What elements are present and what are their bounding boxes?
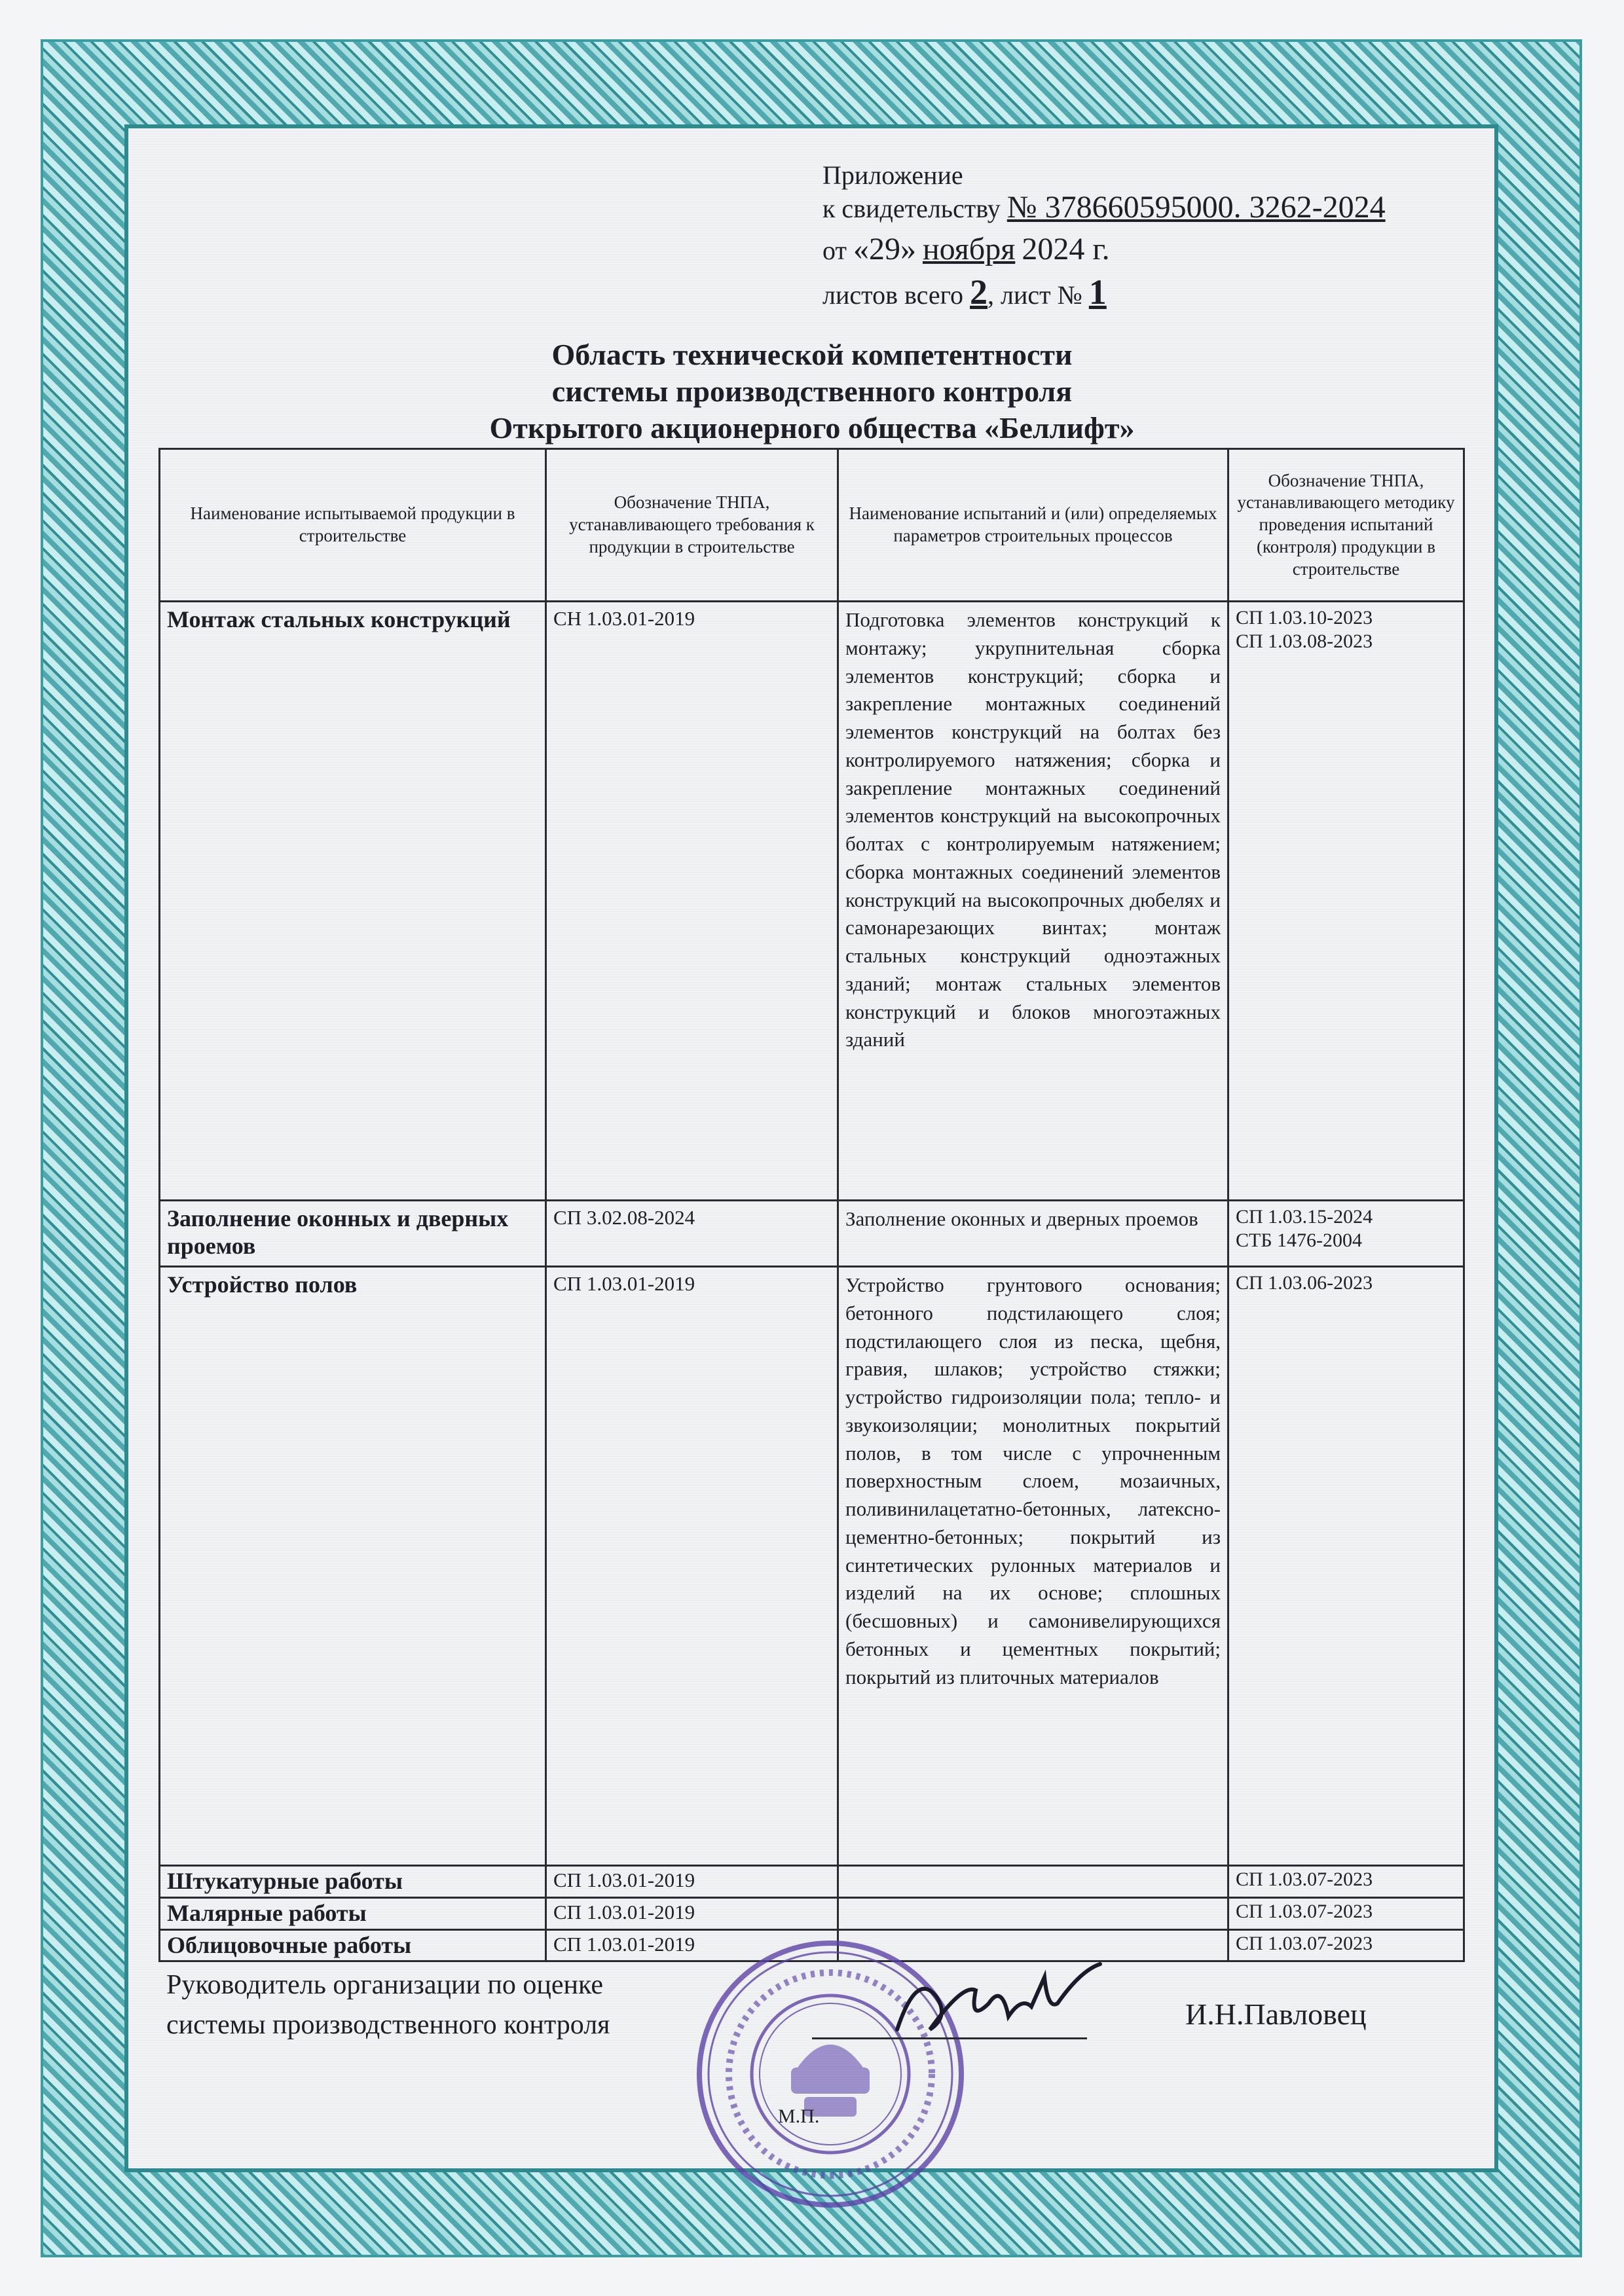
cell-tests: Устройство грунтового основания; бетонного подстилающего слоя; подстилающего слоя из песка, щебня, гравия, шлаков; устройство стяжки; устройство гидроизоляции пола; тепло- и звукоизоляции; монолитных покрытий полов, в том числе с упрочненным поверхностным слоем, мозаичных, поливинилацетатно-бетонных, латексно-цементно-бетонных; покрытий из синтетических рулонных материалов и изделий на их основе; сплошных (бесшовных) и самонивелирующихся бетонных и цементных покрытий; покрытий из плиточных материалов <box>838 1267 1228 1866</box>
signatory-line2: системы производственного контроля <box>166 2009 610 2040</box>
date-prefix: от <box>822 236 853 265</box>
cell-product: Облицовочные работы <box>160 1929 546 1961</box>
date-month: ноября <box>922 232 1016 266</box>
cell-tnpa-req: СП 1.03.01-2019 <box>546 1866 838 1898</box>
competence-table <box>158 448 1465 1962</box>
certificate-date <box>822 230 1110 268</box>
cell-product: Монтаж стальных конструкций <box>160 602 546 1201</box>
cell-tnpa-method <box>1228 1267 1464 1866</box>
header-tests: Наименование испытаний и (или) определяемых параметров строительных процессов <box>838 449 1228 602</box>
seal-place-label: М.П. <box>778 2105 820 2127</box>
method-ref: СП 1.03.06-2023 <box>1236 1272 1373 1294</box>
cell-tnpa-req: СП 1.03.01-2019 <box>546 1267 838 1866</box>
cell-tnpa-req: СН 1.03.01-2019 <box>546 602 838 1201</box>
cell-tnpa-req: СП 1.03.01-2019 <box>546 1929 838 1961</box>
cell-tnpa-method <box>1228 1201 1464 1267</box>
sheet-info <box>822 271 1107 314</box>
cell-tnpa-method: СП 1.03.07-2023 <box>1228 1897 1464 1929</box>
header-tnpa-requirements: Обозначение ТНПА, устанавливающего требования к продукции в строительстве <box>546 449 838 602</box>
method-ref: СП 1.03.15-2024 <box>1236 1206 1373 1228</box>
sheets-total: 2 <box>970 272 988 312</box>
signer-name: И.Н.Павловец <box>1185 1997 1367 2031</box>
table-row <box>160 602 1464 1201</box>
header-product: Наименование испытываемой продукции в строительстве <box>160 449 546 602</box>
document-title-line1: Область технической компетентности <box>551 338 1073 371</box>
document-title-line3: Открытого акционерного общества «Беллифт» <box>489 411 1135 445</box>
cell-tnpa-req: СП 1.03.01-2019 <box>546 1897 838 1929</box>
date-year: 2024 г. <box>1022 232 1110 266</box>
cell-tnpa-method: СП 1.03.07-2023 <box>1228 1929 1464 1961</box>
table-row <box>160 1201 1464 1267</box>
cell-tnpa-method <box>1228 602 1464 1201</box>
cell-product: Малярные работы <box>160 1897 546 1929</box>
cell-tnpa-req: СП 3.02.08-2024 <box>546 1201 838 1267</box>
appendix-label: Приложение <box>822 160 963 190</box>
sheet-number: 1 <box>1088 272 1107 312</box>
cell-tests: Подготовка элементов конструкций к монтажу; укрупнительная сборка элементов конструкций; сборка и закрепление монтажных соединений элементов конструкций на болтах без контролируемого натяжения; сборка и закрепление монтажных соединений элементов конструкций на высокопрочных болтах с контролируемым натяжением; сборка монтажных соединений элементов конструкций на высокопрочных дюбелях и самонарезающих винтах; монтаж стальных конструкций одноэтажных зданий; монтаж стальных элементов конструкций и блоков многоэтажных зданий <box>838 602 1228 1201</box>
signatory-position <box>166 1965 610 2045</box>
method-ref: СП 1.03.10-2023 <box>1236 607 1373 629</box>
method-ref: СП 1.03.08-2023 <box>1236 630 1373 652</box>
sheet-mid: , лист № <box>987 280 1089 310</box>
signature-icon <box>891 1958 1113 2049</box>
cell-product: Заполнение оконных и дверных проемов <box>160 1201 546 1267</box>
header-tnpa-method: Обозначение ТНПА, устанавливающего методику проведения испытаний (контроля) продукции в строительстве <box>1228 449 1464 602</box>
document-title-line2: системы производственного контроля <box>551 374 1073 408</box>
certificate-reference <box>822 189 1386 227</box>
cell-tests: Заполнение оконных и дверных проемов <box>838 1201 1228 1267</box>
certificate-number: № 378660595000. 3262-2024 <box>1006 190 1386 225</box>
method-ref: СТБ 1476-2004 <box>1236 1230 1363 1251</box>
table-row <box>160 1866 1464 1898</box>
date-day: «29» <box>853 232 916 266</box>
table-header-row <box>160 449 1464 602</box>
signatory-line1: Руководитель организации по оценке <box>166 1970 603 2000</box>
table-row <box>160 1897 1464 1929</box>
cell-tests <box>838 1866 1228 1898</box>
cell-product: Штукатурные работы <box>160 1866 546 1898</box>
cell-product: Устройство полов <box>160 1267 546 1866</box>
certificate-prefix: к свидетельству <box>822 194 1007 223</box>
table-row <box>160 1267 1464 1866</box>
sheets-prefix: листов всего <box>822 280 970 310</box>
cell-tests <box>838 1897 1228 1929</box>
cell-tnpa-method: СП 1.03.07-2023 <box>1228 1866 1464 1898</box>
